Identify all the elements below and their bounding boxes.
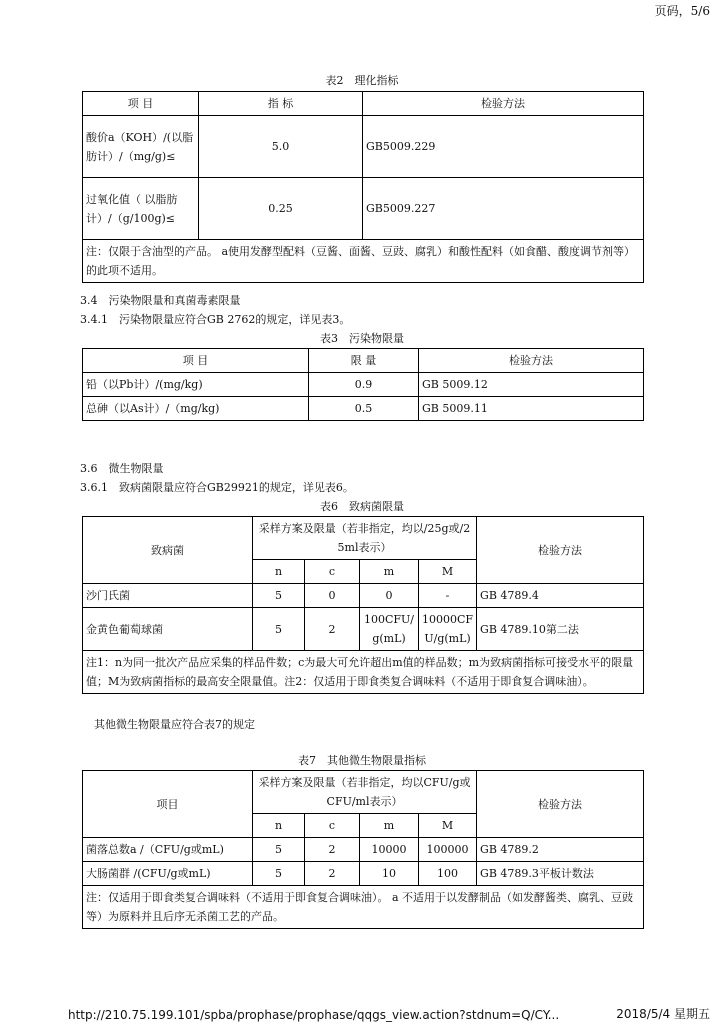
section-3-4-1-text: 3.4.1 污染物限量应符合GB 2762的规定，详见表3。 [80, 313, 351, 326]
table2-cell: 酸价a（KOH）/(以脂肪计）/（mg/g)≤ [83, 116, 199, 178]
table6-subheader: M [419, 560, 477, 584]
table7 [82, 770, 644, 929]
table6-header-pathogen: 致病菌 [83, 517, 253, 584]
table7-header-plan: 采样方案及限量（若非指定，均以CFU/g或CFU/ml表示） [253, 771, 477, 814]
table6-cell: - [419, 584, 477, 608]
table6-subheader: n [253, 560, 305, 584]
table3-cell: GB 5009.11 [419, 397, 644, 421]
table3-cell: 铅（以Pb计）/(mg/kg) [83, 373, 309, 397]
table6-caption: 表6 致病菌限量 [320, 500, 404, 513]
table6-cell: GB 4789.10第二法 [477, 608, 644, 651]
table7-cell: 5 [253, 838, 305, 862]
table7-subheader: n [253, 814, 305, 838]
section-3-6-1-text: 3.6.1 致病菌限量应符合GB29921的规定，详见表6。 [80, 481, 354, 494]
table6-cell: 100CFU/g(mL) [360, 608, 419, 651]
table6-subheader: m [360, 560, 419, 584]
table6-cell: 0 [305, 584, 360, 608]
table3-header: 限 量 [309, 349, 419, 373]
table3 [82, 348, 644, 421]
table3-cell: 0.9 [309, 373, 419, 397]
table6-subheader: c [305, 560, 360, 584]
table7-cell: 5 [253, 862, 305, 886]
table7-header-item: 项目 [83, 771, 253, 838]
table7-cell: 2 [305, 838, 360, 862]
table7-cell: 10 [360, 862, 419, 886]
table7-cell: 100 [419, 862, 477, 886]
table7-subheader: M [419, 814, 477, 838]
footer-date: 2018/5/4 星期五 [616, 1007, 710, 1021]
table6-cell: 0 [360, 584, 419, 608]
table3-cell: 0.5 [309, 397, 419, 421]
table7-note: 注：仅适用于即食类复合调味料（不适用于即食复合调味油）。 a 不适用于以发酵制品（如发酵酱类、腐乳、豆豉等）为原料并且后序无杀菌工艺的产品。 [83, 886, 644, 929]
table2-caption: 表2 理化指标 [325, 74, 399, 87]
table6-cell: 金黄色葡萄球菌 [83, 608, 253, 651]
table2-cell: 5.0 [199, 116, 363, 178]
table2-header: 指 标 [199, 92, 363, 116]
table6-cell: 2 [305, 608, 360, 651]
table7-cell: GB 4789.3平板计数法 [477, 862, 644, 886]
table7-cell: 100000 [419, 838, 477, 862]
table3-header: 项 目 [83, 349, 309, 373]
table6-cell: GB 4789.4 [477, 584, 644, 608]
page-number: 页码，5/6 [654, 4, 710, 18]
table6-header-method: 检验方法 [477, 517, 644, 584]
table6 [82, 516, 644, 694]
table2-header: 检验方法 [363, 92, 644, 116]
table6-cell: 沙门氏菌 [83, 584, 253, 608]
other-micro-text: 其他微生物限量应符合表7的规定 [94, 718, 255, 731]
table3-caption: 表3 污染物限量 [320, 332, 404, 345]
table2-cell: GB5009.229 [363, 116, 644, 178]
table2-cell: GB5009.227 [363, 178, 644, 240]
table7-subheader: c [305, 814, 360, 838]
section-3-6-heading: 3.6 微生物限量 [80, 462, 164, 475]
table2-cell: 过氧化值（ 以脂肪计）/（g/100g)≤ [83, 178, 199, 240]
table3-header: 检验方法 [419, 349, 644, 373]
table7-cell: GB 4789.2 [477, 838, 644, 862]
table7-caption: 表7 其他微生物限量指标 [298, 754, 426, 767]
table7-cell: 菌落总数a /（CFU/g或mL) [83, 838, 253, 862]
table2 [82, 91, 644, 283]
table7-subheader: m [360, 814, 419, 838]
table3-cell: GB 5009.12 [419, 373, 644, 397]
table6-cell: 5 [253, 608, 305, 651]
table6-cell: 5 [253, 584, 305, 608]
table2-cell: 0.25 [199, 178, 363, 240]
table7-cell: 10000 [360, 838, 419, 862]
table6-header-plan: 采样方案及限量（若非指定，均以/25g或/25ml表示） [253, 517, 477, 560]
table6-note: 注1：n为同一批次产品应采集的样品件数；c为最大可允许超出m值的样品数；m为致病菌指标可接受水平的限量值；M为致病菌指标的最高安全限量值。注2：仅适用于即食类复合调味料（不适用于即食复合调味油）。 [83, 651, 644, 694]
table3-cell: 总砷（以As计）/（mg/kg) [83, 397, 309, 421]
table7-cell: 2 [305, 862, 360, 886]
table2-header: 项 目 [83, 92, 199, 116]
footer-url-link[interactable]: http://210.75.199.101/spba/prophase/prophase/qqgs_view.action?stdnum=Q/CY... [68, 1008, 560, 1022]
section-3-4-heading: 3.4 污染物限量和真菌毒素限量 [80, 294, 241, 307]
table7-cell: 大肠菌群 /(CFU/g或mL) [83, 862, 253, 886]
table6-cell: 10000CFU/g(mL) [419, 608, 477, 651]
table7-header-method: 检验方法 [477, 771, 644, 838]
table2-note: 注：仅限于含油型的产品。 a使用发酵型配料（豆酱、面酱、豆豉、腐乳）和酸性配料（如食醋、酸度调节剂等）的此项不适用。 [83, 240, 644, 283]
